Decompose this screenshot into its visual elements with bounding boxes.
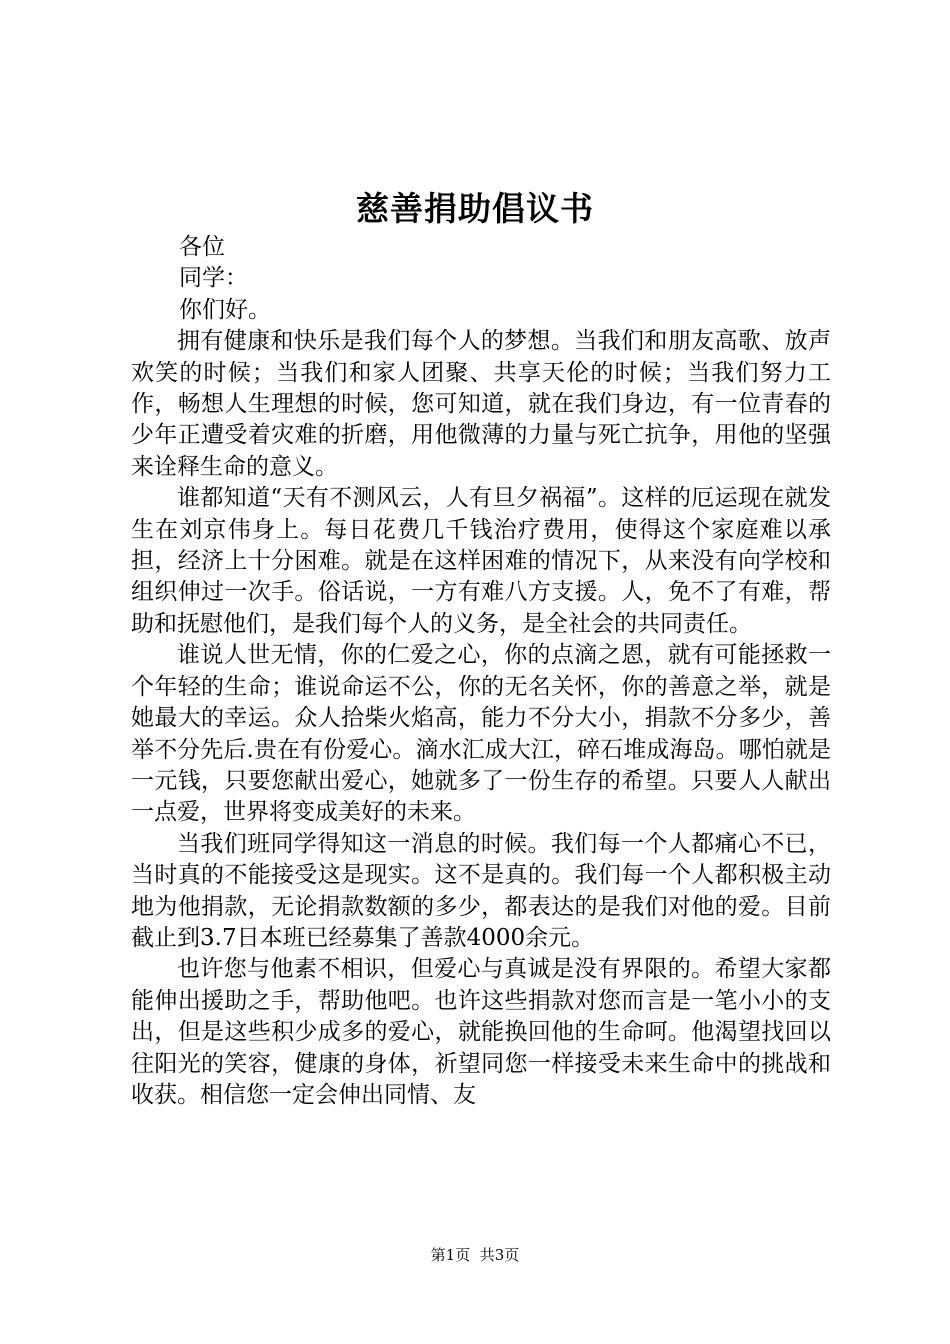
salutation-line-2: 同学： (179, 265, 248, 292)
paragraph-1: 拥有健康和快乐是我们每个人的梦想。当我们和朋友高歌、放声欢笑的时候；当我们和家人团聚、共享天伦的时候；当我们努力工作，畅想人生理想的时候，您可知道，就在我们身边，有一位青春的少年正遭受着灾难的折磨，用他微薄的力量与死亡抗争，用他的坚强来诠释生命的意义。 (131, 328, 831, 480)
document-title: 慈善捐助倡议书 (356, 189, 594, 228)
paragraph-4: 当我们班同学得知这一消息的时候。我们每一个人都痛心不已，当时真的不能接受这是现实。这不是真的。我们每一个人都积极主动地为他捐款，无论捐款数额的多少，都表达的是我们对他的爱。目前截止到3.7日本班已经募集了善款4000余元。 (131, 830, 831, 951)
paragraph-5: 也许您与他素不相识，但爱心与真诚是没有界限的。希望大家都能伸出援助之手，帮助他吧。也许这些捐款对您而言是一笔小小的支出，但是这些积少成多的爱心，就能换回他的生命呵。他渴望找回以往阳光的笑容，健康的身体，祈望同您一样接受未来生命中的挑战和收获。相信您一定会伸出同情、友 (131, 956, 831, 1108)
page-total: 共3页 (479, 1246, 520, 1264)
greeting-line: 你们好。 (179, 296, 271, 323)
paragraph-3: 谁说人世无情，你的仁爱之心，你的点滴之恩，就有可能拯救一个年轻的生命；谁说命运不公，你的无名关怀，你的善意之举，就是她最大的幸运。众人拾柴火焰高，能力不分大小，捐款不分多少，善举不分先后.贵在有份爱心。滴水汇成大江，碎石堆成海岛。哪怕就是一元钱，只要您献出爱心，她就多了一份生存的希望。只要人人献出一点爱，世界将变成美好的未来。 (131, 642, 831, 826)
footer-spacer (470, 1246, 480, 1264)
paragraph-2: 谁都知道“天有不测风云，人有旦夕祸福”。这样的厄运现在就发生在刘京伟身上。每日花费几千钱治疗费用，使得这个家庭难以承担，经济上十分困难。就是在这样困难的情况下，从来没有向学校和组织伸过一次手。俗话说，一方有难八方支援。人，免不了有难，帮助和抚慰他们，是我们每个人的义务，是全社会的共同责任。 (131, 485, 831, 637)
page-number: 第1页 (430, 1246, 471, 1264)
salutation-line-1: 各位 (179, 234, 225, 260)
page-footer (0, 1245, 950, 1265)
document-body (131, 232, 831, 1111)
